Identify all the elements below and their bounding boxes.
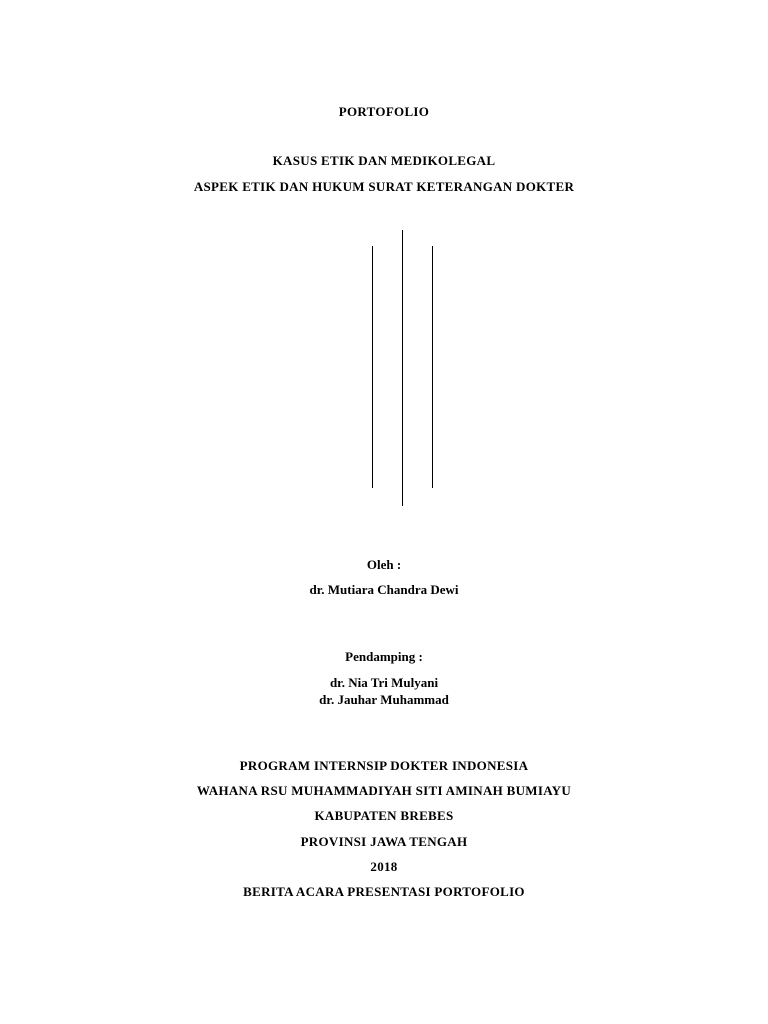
- institution-program: PROGRAM INTERNSIP DOKTER INDONESIA: [239, 758, 529, 773]
- author-label: Oleh :: [366, 557, 402, 572]
- left-vertical-line: [372, 246, 373, 488]
- supervisor-name-2: dr. Jauhar Muhammad: [319, 692, 449, 707]
- institution-province: PROVINSI JAWA TENGAH: [300, 834, 468, 849]
- institution-hospital: WAHANA RSU MUHAMMADIYAH SITI AMINAH BUMIAYU: [196, 783, 572, 798]
- institution-regency: KABUPATEN BREBES: [314, 808, 454, 823]
- supervisor-name-1: dr. Nia Tri Mulyani: [329, 675, 439, 690]
- document-year: 2018: [370, 859, 398, 874]
- document-heading: PORTOFOLIO: [338, 104, 430, 119]
- right-vertical-line: [432, 246, 433, 488]
- author-name: dr. Mutiara Chandra Dewi: [309, 582, 459, 597]
- subtitle-line-2: ASPEK ETIK DAN HUKUM SURAT KETERANGAN DOKTER: [193, 179, 575, 194]
- supervisor-label: Pendamping :: [345, 649, 423, 664]
- center-vertical-line: [402, 230, 403, 506]
- next-section-title: BERITA ACARA PRESENTASI PORTOFOLIO: [243, 884, 525, 899]
- subtitle-line-1: KASUS ETIK DAN MEDIKOLEGAL: [272, 153, 496, 168]
